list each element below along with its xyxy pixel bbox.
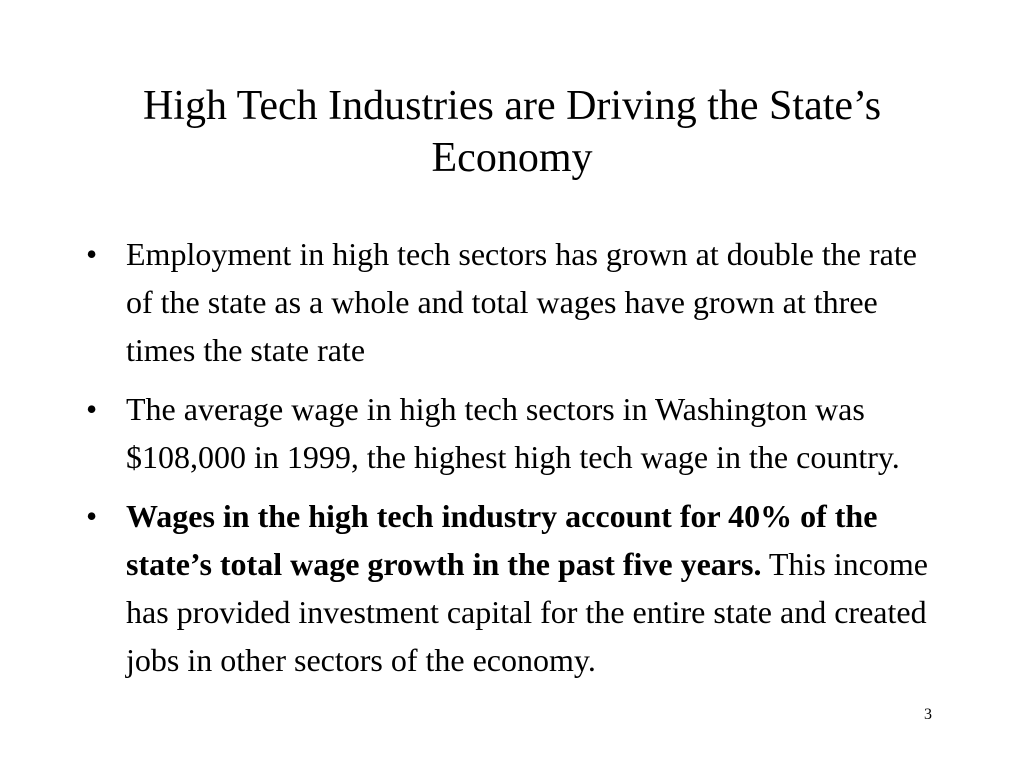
bullet-item-wage-growth bbox=[0, 492, 1024, 684]
bullet-list bbox=[0, 230, 1024, 695]
bullet-bold-text: Wages in the high tech industry account for 40% of the state’s total wage growth in the past five years. bbox=[126, 498, 878, 582]
bullet-icon: • bbox=[86, 498, 98, 534]
bullet-text bbox=[126, 492, 936, 684]
slide-title: High Tech Industries are Driving the State’s Economy bbox=[142, 83, 882, 181]
bullet-text: Employment in high tech sectors has grown at double the rate of the state as a whole and total wages have grown at three times the state rate bbox=[126, 236, 917, 368]
page-number: 3 bbox=[924, 706, 932, 723]
bullet-icon: • bbox=[86, 391, 98, 427]
bullet-text: The average wage in high tech sectors in Washington was $108,000 in 1999, the highest high tech wage in the country. bbox=[126, 391, 900, 475]
bullet-regular-text: This income has provided investment capital for the entire state and created jobs in other sectors of the economy. bbox=[126, 546, 928, 678]
bullet-item-average-wage bbox=[0, 385, 1024, 481]
bullet-item-employment bbox=[0, 230, 1024, 374]
bullet-icon: • bbox=[86, 236, 98, 272]
